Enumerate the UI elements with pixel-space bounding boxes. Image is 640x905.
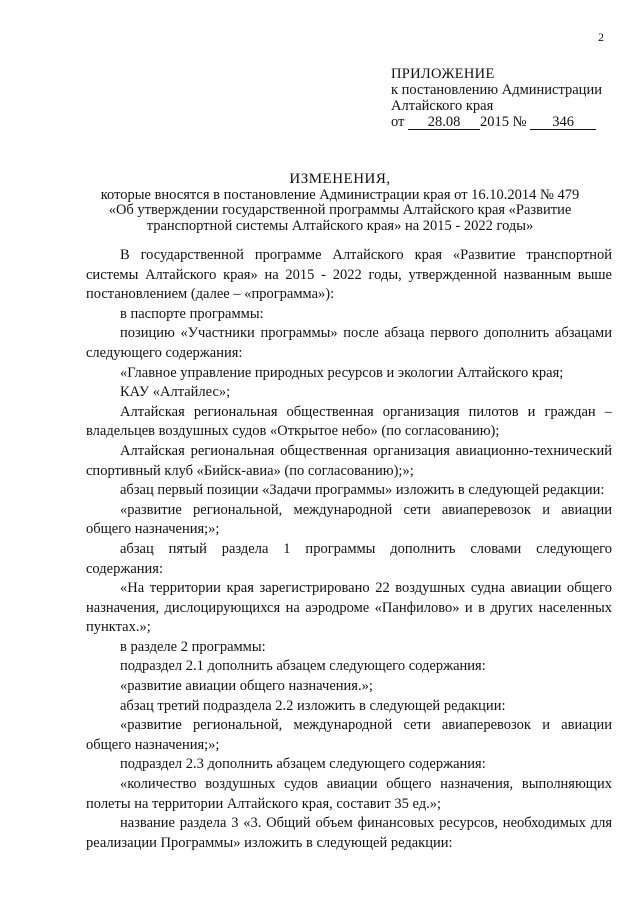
paragraph: «Главное управление природных ресурсов и экологии Алтайского края;: [120, 364, 564, 381]
decree-number: 346: [530, 116, 596, 130]
appendix-block: [391, 66, 631, 130]
appendix-title: ПРИЛОЖЕНИЕ: [391, 66, 495, 82]
heading-line-3: транспортной системы Алтайского края» на 2015 - 2022 годы»: [146, 217, 534, 234]
heading-title: ИЗМЕНЕНИЯ,: [289, 171, 391, 187]
document-heading: [60, 172, 620, 234]
paragraph: абзац третий подраздела 2.2 изложить в следующей редакции:: [120, 697, 506, 714]
appendix-date-line: [391, 114, 631, 130]
paragraph: подраздел 2.3 дополнить абзацем следующего содержания:: [120, 756, 486, 773]
paragraph: подраздел 2.1 дополнить абзацем следующего содержания:: [120, 658, 486, 675]
decree-year: 2015 №: [480, 114, 527, 130]
paragraph: «развитие авиации общего назначения.»;: [120, 678, 373, 695]
heading-line-1: которые вносятся в постановление Администрации края от 16.10.2014 № 479: [100, 186, 580, 203]
paragraph: позицию «Участники программы» после абзаца первого дополнить абзацами следующего содержания:: [86, 325, 612, 361]
paragraph: «количество воздушных судов авиации общего назначения, выполняющих полеты на территории Алтайского края, составит 35 ед.»;: [86, 776, 612, 812]
paragraph: КАУ «Алтайлес»;: [120, 384, 231, 401]
document-body: [86, 246, 612, 853]
paragraph: «развитие региональной, международной сети авиаперевозок и авиации общего назначения;»;: [86, 717, 612, 753]
paragraph: Алтайская региональная общественная организация пилотов и граждан – владельцев воздушных судов «Открытое небо» (по согласованию);: [86, 403, 612, 440]
page-number: 2: [598, 30, 604, 44]
paragraph: название раздела 3 «3. Общий объем финансовых ресурсов, необходимых для реализации Программы» изложить в следующей редакции:: [86, 815, 612, 851]
paragraph: в разделе 2 программы:: [120, 638, 266, 655]
paragraph: абзац первый позиции «Задачи программы» изложить в следующей редакции:: [120, 482, 605, 499]
paragraph: в паспорте программы:: [120, 305, 264, 322]
paragraph: В государственной программе Алтайского края «Развитие транспортной системы Алтайского края» на 2015 - 2022 годы, утвержденной названным выше постановлением (далее – «программа»):: [86, 247, 612, 303]
paragraph: «На территории края зарегистрировано 22 воздушных судна авиации общего назначения, дислоцирующихся на аэродроме «Панфилово» и в других населенных пунктах.»;: [86, 580, 612, 636]
paragraph: Алтайская региональная общественная организация авиационно-технический спортивный клуб «Бийск-авиа» (по согласованию);»;: [86, 442, 612, 479]
paragraph: абзац пятый раздела 1 программы дополнить словами следующего содержания:: [86, 540, 612, 577]
heading-line-2: «Об утверждении государственной программы Алтайского края «Развитие: [108, 202, 572, 218]
appendix-line-1: к постановлению Администрации: [391, 82, 602, 98]
paragraph: «развитие региональной, международной сети авиаперевозок и авиации общего назначения;»;: [86, 501, 612, 538]
date-prefix: от: [391, 114, 405, 130]
decree-date: 28.08: [408, 116, 480, 130]
appendix-line-2: Алтайского края: [391, 98, 494, 114]
